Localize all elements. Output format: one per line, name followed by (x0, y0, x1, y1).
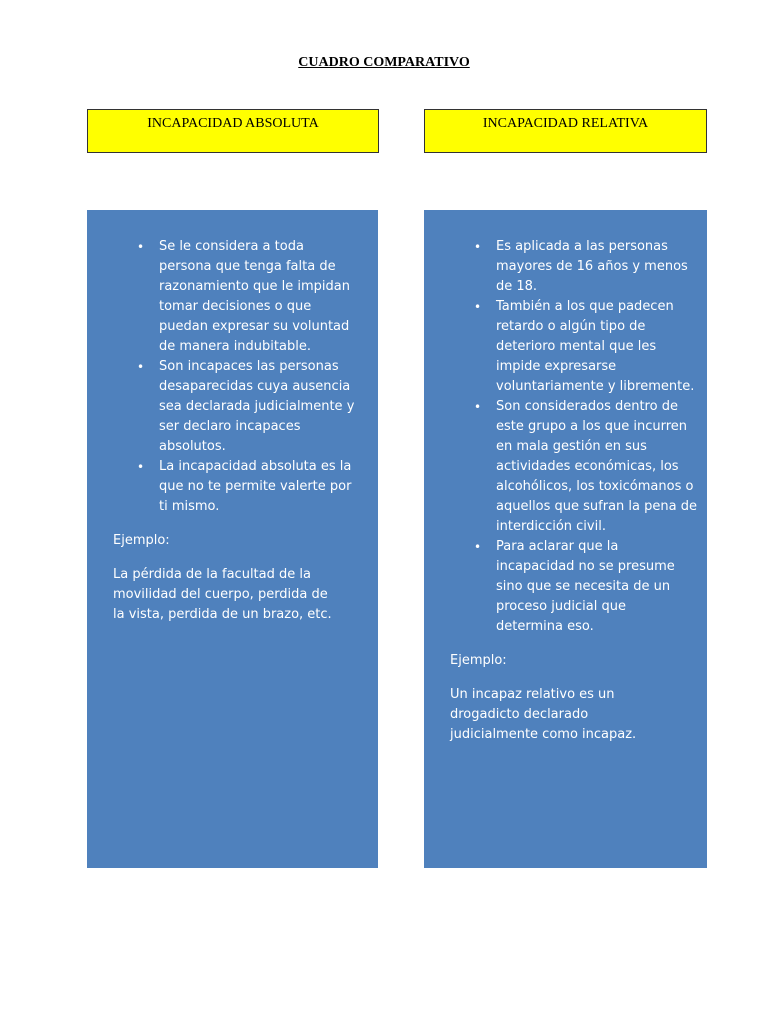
list-item: • Se le considera a toda persona que tenga falta de razonamiento que le impidan tomar decisiones o que puedan expresar su voluntad de manera indubitable. (159, 237, 358, 357)
list-item: • Son considerados dentro de este grupo a los que incurren en mala gestión en sus actividades económicas, los alcohólicos, los toxicómanos o aquellos que sufran la pena de interdicción civil. (496, 397, 697, 537)
example-label: Ejemplo: (450, 653, 507, 668)
header-incapacidad-relativa: INCAPACIDAD RELATIVA (424, 109, 707, 153)
page-title: CUADRO COMPARATIVO (298, 55, 470, 70)
example-label: Ejemplo: (113, 533, 170, 548)
list-item: • También a los que padecen retardo o algún tipo de deterioro mental que les impide expresarse voluntariamente y libremente. (496, 297, 697, 397)
list-item: • Es aplicada a las personas mayores de 16 años y menos de 18. (496, 237, 697, 297)
bullet-list (113, 237, 358, 517)
bullet-list (450, 237, 697, 637)
list-item: • Son incapaces las personas desaparecidas cuya ausencia sea declarada judicialmente y ser declaro incapaces absolutos. (159, 357, 358, 457)
panel-incapacidad-relativa (424, 210, 707, 868)
header-incapacidad-absoluta: INCAPACIDAD ABSOLUTA (87, 109, 379, 153)
example-text: Un incapaz relativo es un drogadicto declarado judicialmente como incapaz. (450, 687, 637, 742)
list-item: • La incapacidad absoluta es la que no te permite valerte por ti mismo. (159, 457, 358, 517)
panel-incapacidad-absoluta (87, 210, 378, 868)
example-text: La pérdida de la facultad de la movilidad del cuerpo, perdida de la vista, perdida de un brazo, etc. (113, 567, 332, 622)
list-item: • Para aclarar que la incapacidad no se presume sino que se necesita de un proceso judicial que determina eso. (496, 537, 697, 637)
